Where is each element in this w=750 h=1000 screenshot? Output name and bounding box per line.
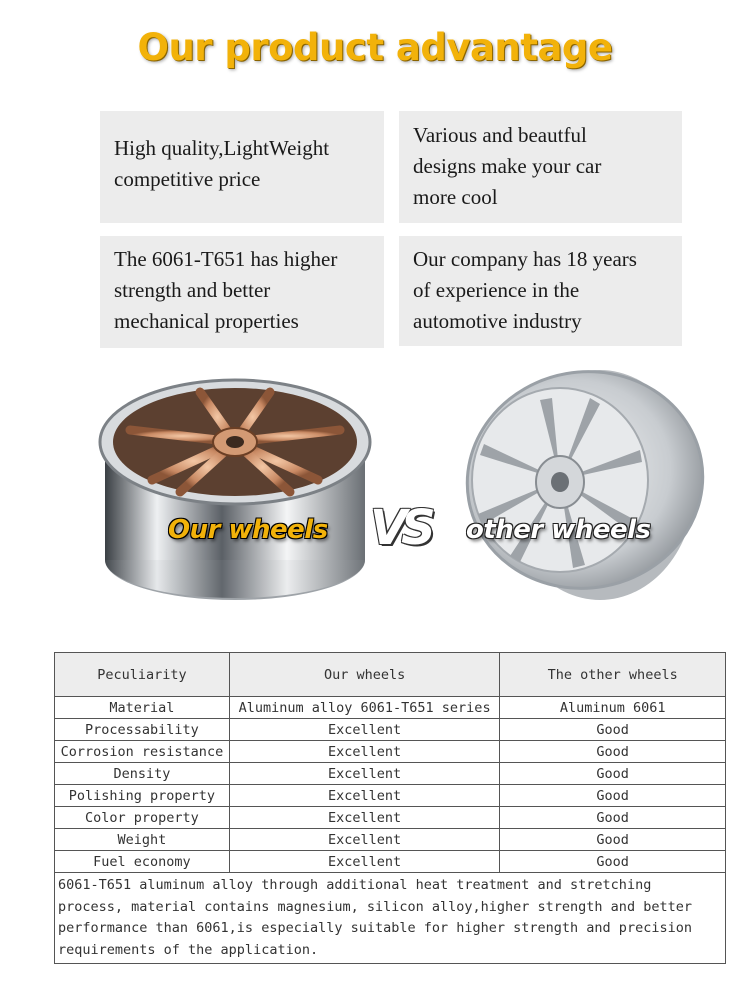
table-cell: Excellent [229,807,500,829]
table-row [55,785,726,807]
advantage-line: designs make your car [413,154,602,178]
table-cell: Weight [55,829,230,851]
table-row [55,697,726,719]
table-cell: Excellent [229,829,500,851]
advantage-material-strength [100,236,384,348]
wheel-illustration [0,360,750,620]
advantage-line: more cool [413,185,498,209]
table-note-row [55,873,726,964]
advantage-quality-price [100,111,384,223]
header-our-wheels: Our wheels [229,653,500,697]
table-cell: Good [500,851,726,873]
advantage-experience [399,236,682,346]
advantage-line: mechanical properties [114,309,299,333]
table-cell: Fuel economy [55,851,230,873]
table-cell: Density [55,763,230,785]
advantage-line: Various and beautful [413,123,587,147]
table-row [55,807,726,829]
table-cell: Excellent [229,763,500,785]
table-cell: Excellent [229,719,500,741]
table-cell: Excellent [229,741,500,763]
table-cell: Color property [55,807,230,829]
table-row [55,829,726,851]
table-note: 6061-T651 aluminum alloy through additional heat treatment and stretching process, material contains magnesium, silicon alloy,higher strength and better performance than 6061,is especially suitable for higher strength and precision requirements of the application. [55,873,726,964]
table-cell: Good [500,807,726,829]
advantage-line: competitive price [114,167,261,191]
table-cell: Polishing property [55,785,230,807]
wheel-comparison-image [0,360,750,620]
page-title: Our product advantage [137,26,613,69]
other-wheels-label: other wheels [466,515,651,545]
header-peculiarity: Peculiarity [55,653,230,697]
header-other-wheels: The other wheels [500,653,726,697]
table-row [55,851,726,873]
comparison-table [54,652,726,964]
table-header-row [55,653,726,697]
table-row [55,763,726,785]
advantage-line: High quality,LightWeight [114,136,330,160]
table-cell: Good [500,719,726,741]
advantage-designs [399,111,682,223]
advantage-line: The 6061-T651 has higher [114,247,338,271]
advantage-line: Our company has 18 years [413,247,637,271]
table-cell: Aluminum alloy 6061-T651 series [229,697,500,719]
table-cell: Material [55,697,230,719]
our-wheel [100,380,370,600]
table-cell: Processability [55,719,230,741]
table-cell: Good [500,829,726,851]
table-cell: Good [500,785,726,807]
other-wheel [450,360,720,607]
advantage-line: automotive industry [413,309,582,333]
table-cell: Good [500,741,726,763]
advantage-line: of experience in the [413,278,580,302]
table-cell: Corrosion resistance [55,741,230,763]
table-row [55,741,726,763]
our-wheels-label: Our wheels [168,515,328,545]
vs-label: VS [370,500,430,556]
table-cell: Excellent [229,785,500,807]
table-cell: Aluminum 6061 [500,697,726,719]
advantage-line: strength and better [114,278,271,302]
table-row [55,719,726,741]
table-cell: Excellent [229,851,500,873]
table-cell: Good [500,763,726,785]
